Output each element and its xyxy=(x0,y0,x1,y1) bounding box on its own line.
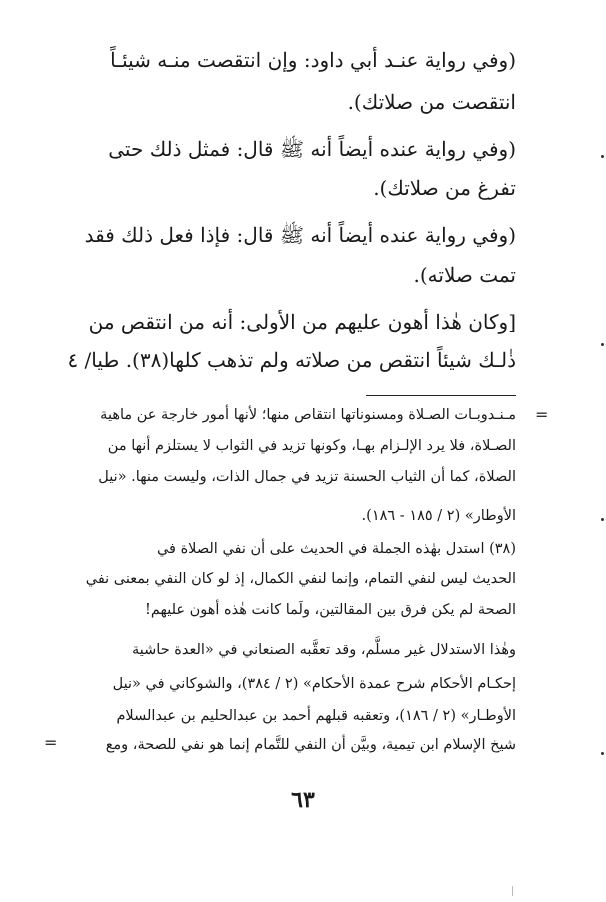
footnote-line: الصحة لم يكن فرق بين المقالتين، ولَما كانت هٰذه أهون عليهم! xyxy=(145,602,516,618)
footnote-line: وهٰذا الاستدلال غير مسلَّم، وقد تعقَّبه الصنعاني في «العدة حاشية xyxy=(131,642,516,658)
footnote-line: الصلاة، كما أن الثياب الحسنة تزيد في جمال الذات، وليست منها. «نيل xyxy=(98,469,516,485)
footnote-separator xyxy=(366,395,516,396)
main-text-line: تفرغ من صلاتك). xyxy=(373,176,516,200)
scan-artifact xyxy=(512,886,513,896)
footnote-line: إحكـام الأحكام شرح عمدة الأحكام» (٢ / ٣٨٤)، والشوكاني في «نيل xyxy=(112,676,516,692)
main-text-line: (وفي رواية عنده أيضاً أنه ﷺ قال: فمثل ذلك حتى xyxy=(108,137,516,161)
footnote-line: الحديث ليس لنفي التمام، وإنما لنفي الكمال، إذ لو كان النفي بمعنى نفي xyxy=(85,571,516,587)
margin-dot xyxy=(601,343,604,346)
main-text-line: [وكان هٰذا أهون عليهم من الأولى: أنه من انتقص من xyxy=(88,310,516,334)
footnote-line: الصـلاة، فلا يرد الإلـزام بهـا، وكونها تزيد في الثواب لا يستلزم أنها من xyxy=(107,438,516,454)
margin-dot xyxy=(601,518,604,521)
footnote-continued-mark: = xyxy=(535,405,549,424)
footnote-line: مـنـدوبـات الصـلاة ومسنوناتها انتقاص منها؛ لأنها أمور خارجة عن ماهية xyxy=(100,407,516,423)
main-text-line: تمت صلاته). xyxy=(413,263,516,287)
main-text-line: (وفي رواية عنـد أبي داود: وإن انتقصت منـه شيئـاً xyxy=(110,48,516,72)
page-number: ٦٣ xyxy=(291,787,315,813)
footnote-line: الأوطار» (٢ / ١٨٥ - ١٨٦). xyxy=(361,508,516,524)
footnote-line: الأوطـار» (٢ / ١٨٦)، وتعقبه قبلهم أحمد بن عبدالحليم بن عبدالسلام xyxy=(116,708,516,724)
footnote-continues-mark: = xyxy=(44,733,58,752)
margin-dot xyxy=(601,155,604,158)
main-text-line: ذٰلـك شيئاً انتقص من صلاته ولم تذهب كلها(٣٨). طيا/ ٤ xyxy=(67,348,516,372)
margin-dot xyxy=(601,752,604,755)
main-text-line: (وفي رواية عنده أيضاً أنه ﷺ قال: فإذا فعل ذلك فقد xyxy=(84,223,516,247)
main-text-line: انتقصت من صلاتك). xyxy=(347,90,516,114)
footnote-line: شيخ الإسلام ابن تيمية، وبيَّن أن النفي للتَّمام إنما هو نفي للصحة، ومع xyxy=(105,737,516,753)
footnote-line: (٣٨) استدل بهٰذه الجملة في الحديث على أن نفي الصلاة في xyxy=(156,541,516,557)
